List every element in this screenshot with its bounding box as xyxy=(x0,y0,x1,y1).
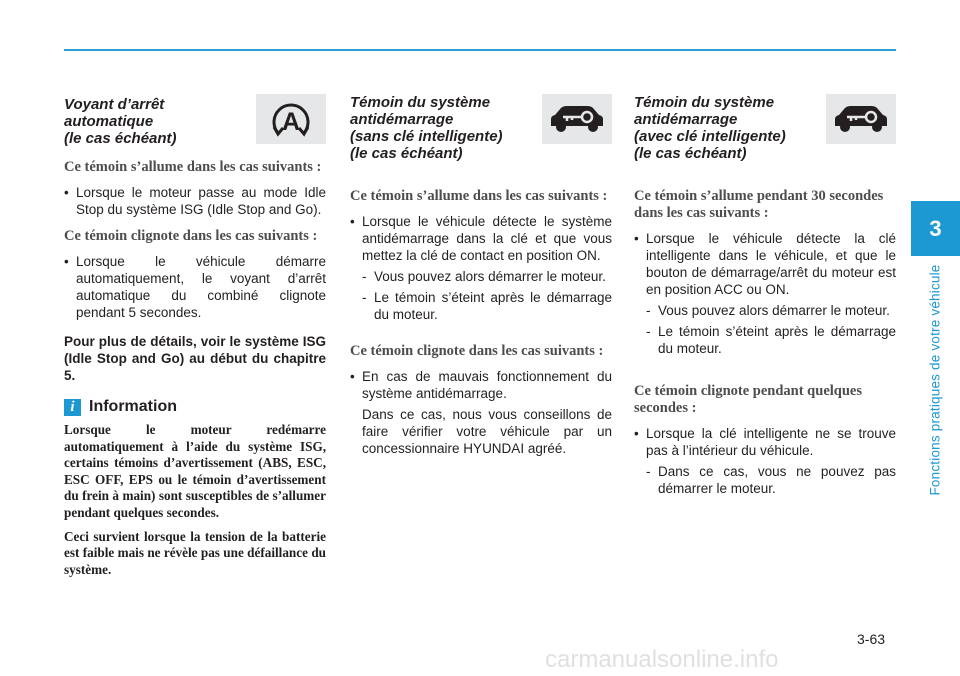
dash-item: - Le témoin s’éteint après le démarrage du moteur. xyxy=(634,323,896,357)
bullet-item: • Lorsque le véhicule détecte le système antidémarrage dans la clé et que vous mettez la clé de contact en position ON. xyxy=(350,213,612,264)
chapter-number: 3 xyxy=(929,215,942,241)
subheading: Ce témoin s’allume dans les cas suivants : xyxy=(64,159,322,175)
information-text: Lorsque le moteur redémarre automatiquement à l’aide du système ISG, certains témoins d’avertissement (ABS, ESC, ESC OFF, EPS ou le témoin d’avertissement du frein à main) sont susceptibles de s’allumer pendant quelques secondes. xyxy=(64,422,326,520)
subheading: Ce témoin s’allume dans les cas suivants : xyxy=(350,188,608,204)
subheading: Ce témoin clignote pendant quelques secondes : xyxy=(634,383,862,416)
information-text: Ceci survient lorsque la tension de la batterie est faible mais ne révèle pas une défaillance du système. xyxy=(64,528,326,577)
header-rule xyxy=(64,49,896,51)
section-title: Témoin du système antidémarrage (avec clé intelligente) (le cas échéant) xyxy=(634,94,786,162)
section-header-immobilizer-smart-key xyxy=(634,94,896,162)
subheading: Ce témoin clignote dans les cas suivants : xyxy=(350,343,604,359)
watermark: carmanualsonline.info xyxy=(545,646,779,673)
svg-text:A: A xyxy=(281,108,301,136)
column-immobilizer-smart-key xyxy=(634,94,896,497)
bullet-item: • Lorsque le véhicule détecte la clé intelligente dans le véhicule, et que le bouton de démarrage/arrêt du moteur est en position ACC ou ON. xyxy=(634,230,896,298)
paragraph: Dans ce cas, nous vous conseillons de faire vérifier votre véhicule par un concessionnaire HYUNDAI agréé. xyxy=(362,407,612,456)
car-key-immobilizer-icon xyxy=(826,94,896,144)
car-key-immobilizer-icon xyxy=(542,94,612,144)
dash-item: - Vous pouvez alors démarrer le moteur. xyxy=(634,302,896,319)
dash-item: - Vous pouvez alors démarrer le moteur. xyxy=(350,268,612,285)
info-icon: i xyxy=(64,399,81,416)
column-auto-stop xyxy=(64,94,326,578)
section-title: Témoin du système antidémarrage (sans clé intelligente) (le cas échéant) xyxy=(350,94,503,162)
reference-note: Pour plus de détails, voir le système ISG (Idle Stop and Go) au début du chapitre 5. xyxy=(64,334,326,383)
chapter-tab[interactable] xyxy=(911,201,960,256)
bullet-item: • En cas de mauvais fonctionnement du système antidémarrage. xyxy=(350,368,612,402)
page-number: 3-63 xyxy=(857,631,886,647)
subheading: Ce témoin clignote dans les cas suivants : xyxy=(64,228,318,244)
section-title: Voyant d’arrêt automatique (le cas échéant) xyxy=(64,96,177,147)
subheading: Ce témoin s’allume pendant 30 secondes dans les cas suivants : xyxy=(634,188,884,221)
dash-item: - Le témoin s’éteint après le démarrage du moteur. xyxy=(350,289,612,323)
column-immobilizer-no-smart-key xyxy=(350,94,612,457)
bullet-item: • Lorsque la clé intelligente ne se trouve pas à l’intérieur du véhicule. xyxy=(634,425,896,459)
chapter-title: Fonctions pratiques de votre véhicule xyxy=(927,264,943,496)
section-header-immobilizer xyxy=(350,94,612,162)
information-title: Information xyxy=(89,398,177,415)
bullet-item: • Lorsque le véhicule démarre automatiquement, le voyant d’arrêt automatique du combiné clignote pendant 5 secondes. xyxy=(64,253,326,321)
auto-stop-a-icon xyxy=(256,94,326,144)
bullet-item: • Lorsque le moteur passe au mode Idle Stop du système ISG (Idle Stop and Go). xyxy=(64,184,326,218)
section-header-auto-stop xyxy=(64,94,326,147)
information-box-header xyxy=(64,398,326,416)
dash-item: - Dans ce cas, vous ne pouvez pas démarrer le moteur. xyxy=(634,463,896,497)
